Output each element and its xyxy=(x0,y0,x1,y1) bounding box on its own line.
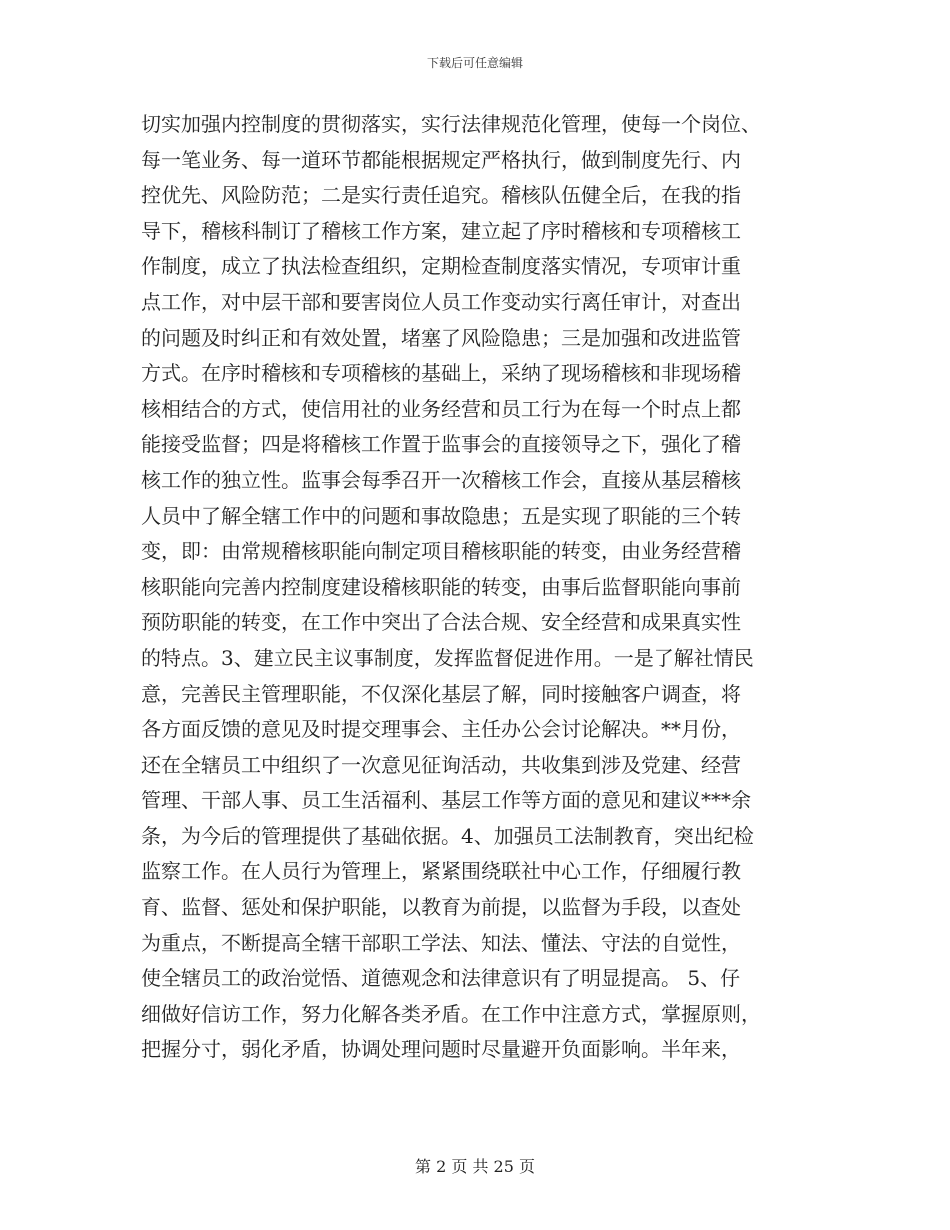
text-line: 能接受监督；四是将稽核工作置于监事会的直接领导之下，强化了稽 xyxy=(141,432,741,457)
text-line: 核相结合的方式，使信用社的业务经营和员工行为在每一个时点上都 xyxy=(141,396,741,421)
text-line: 为重点，不断提高全辖干部职工学法、知法、懂法、守法的自觉性， xyxy=(141,930,741,955)
text-line: 条，为今后的管理提供了基础依据。4、加强员工法制教育，突出纪检 xyxy=(141,823,754,848)
text-line: 核工作的独立性。监事会每季召开一次稽核工作会，直接从基层稽核 xyxy=(141,467,741,492)
text-line: 人员中了解全辖工作中的问题和事故隐患；五是实现了职能的三个转 xyxy=(141,503,741,528)
text-line: 控优先、风险防范；二是实行责任追究。稽核队伍健全后，在我的指 xyxy=(141,183,741,208)
text-line: 把握分寸，弱化矛盾，协调处理问题时尽量避开负面影响。半年来， xyxy=(141,1037,741,1062)
text-line: 监察工作。在人员行为管理上，紧紧围绕联社中心工作，仔细履行教 xyxy=(141,859,741,884)
text-line: 还在全辖员工中组织了一次意见征询活动，共收集到涉及党建、经营 xyxy=(141,752,741,777)
page-header: 下载后可任意编辑 xyxy=(426,56,523,70)
page-number-footer: 第 2 页 共 25 页 xyxy=(415,1157,535,1176)
text-line: 意，完善民主管理职能，不仅深化基层了解，同时接触客户调查，将 xyxy=(141,681,741,706)
text-line: 各方面反馈的意见及时提交理事会、主任办公会讨论解决。**月份， xyxy=(141,717,741,742)
text-line: 细做好信访工作，努力化解各类矛盾。在工作中注意方式，掌握原则， xyxy=(141,1001,761,1026)
text-line: 预防职能的转变，在工作中突出了合法合规、安全经营和成果真实性 xyxy=(141,610,741,635)
text-line: 的问题及时纠正和有效处置，堵塞了风险隐患；三是加强和改进监管 xyxy=(141,325,741,350)
text-line: 的特点。3、建立民主议事制度，发挥监督促进作用。一是了解社情民 xyxy=(141,645,754,670)
text-line: 变，即：由常规稽核职能向制定项目稽核职能的转变，由业务经营稽 xyxy=(141,539,741,564)
text-line: 核职能向完善内控制度建设稽核职能的转变，由事后监督职能向事前 xyxy=(141,574,741,599)
document-body xyxy=(141,107,801,1068)
text-line: 导下，稽核科制订了稽核工作方案，建立起了序时稽核和专项稽核工 xyxy=(141,218,741,243)
text-line: 方式。在序时稽核和专项稽核的基础上，采纳了现场稽核和非现场稽 xyxy=(141,361,741,386)
text-line: 点工作，对中层干部和要害岗位人员工作变动实行离任审计，对查出 xyxy=(141,289,741,314)
text-line: 管理、干部人事、员工生活福利、基层工作等方面的意见和建议***余 xyxy=(141,788,751,813)
text-line: 使全辖员工的政治觉悟、道德观念和法律意识有了明显提高。 5、仔 xyxy=(141,966,741,991)
text-line: 每一笔业务、每一道环节都能根据规定严格执行，做到制度先行、内 xyxy=(141,147,741,172)
text-line: 育、监督、惩处和保护职能，以教育为前提，以监督为手段，以查处 xyxy=(141,895,741,920)
text-line: 作制度，成立了执法检查组织，定期检查制度落实情况，专项审计重 xyxy=(141,254,741,279)
text-line: 切实加强内控制度的贯彻落实，实行法律规范化管理，使每一个岗位、 xyxy=(141,112,761,136)
